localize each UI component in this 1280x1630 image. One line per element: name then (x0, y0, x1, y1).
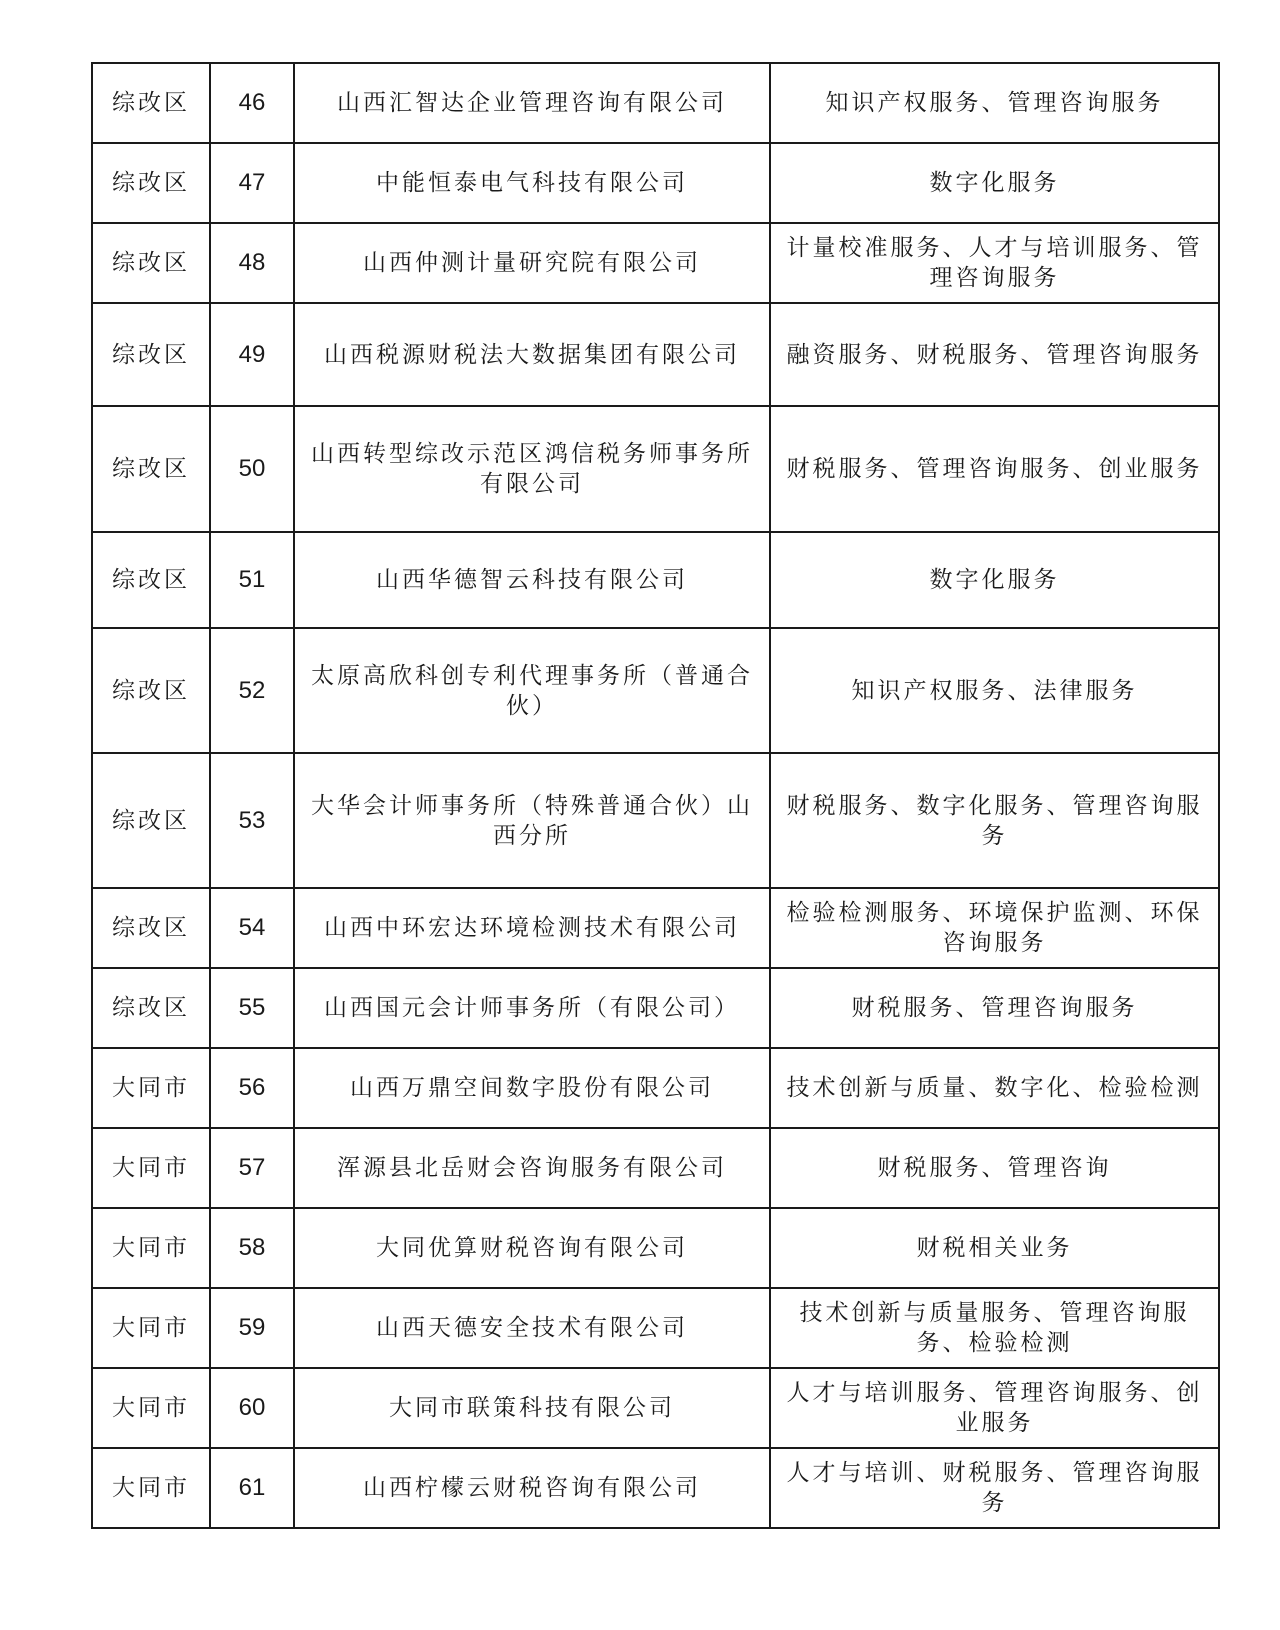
service-cell: 数字化服务 (770, 143, 1219, 223)
region-cell: 综改区 (92, 753, 210, 888)
number-cell: 47 (210, 143, 294, 223)
service-provider-table (91, 62, 1220, 1529)
company-cell: 大同市联策科技有限公司 (294, 1368, 770, 1448)
company-cell: 大同优算财税咨询有限公司 (294, 1208, 770, 1288)
region-cell: 综改区 (92, 406, 210, 532)
region-cell: 大同市 (92, 1448, 210, 1528)
number-cell: 49 (210, 303, 294, 406)
company-cell: 山西万鼎空间数字股份有限公司 (294, 1048, 770, 1128)
table-row (92, 143, 1219, 223)
table-row (92, 968, 1219, 1048)
table-row (92, 1368, 1219, 1448)
number-cell: 51 (210, 532, 294, 628)
table-row (92, 532, 1219, 628)
service-cell: 数字化服务 (770, 532, 1219, 628)
company-cell: 大华会计师事务所（特殊普通合伙）山西分所 (294, 753, 770, 888)
table-row (92, 628, 1219, 753)
service-cell: 知识产权服务、法律服务 (770, 628, 1219, 753)
table-row (92, 753, 1219, 888)
company-cell: 山西柠檬云财税咨询有限公司 (294, 1448, 770, 1528)
region-cell: 大同市 (92, 1048, 210, 1128)
service-cell: 人才与培训服务、管理咨询服务、创业服务 (770, 1368, 1219, 1448)
table-row (92, 63, 1219, 143)
service-cell: 检验检测服务、环境保护监测、环保咨询服务 (770, 888, 1219, 968)
number-cell: 61 (210, 1448, 294, 1528)
number-cell: 60 (210, 1368, 294, 1448)
region-cell: 综改区 (92, 303, 210, 406)
company-cell: 山西华德智云科技有限公司 (294, 532, 770, 628)
table-row (92, 303, 1219, 406)
company-cell: 山西汇智达企业管理咨询有限公司 (294, 63, 770, 143)
number-cell: 52 (210, 628, 294, 753)
table-row (92, 888, 1219, 968)
region-cell: 综改区 (92, 968, 210, 1048)
region-cell: 大同市 (92, 1128, 210, 1208)
service-cell: 财税服务、数字化服务、管理咨询服务 (770, 753, 1219, 888)
company-cell: 山西国元会计师事务所（有限公司） (294, 968, 770, 1048)
company-cell: 太原高欣科创专利代理事务所（普通合伙） (294, 628, 770, 753)
number-cell: 46 (210, 63, 294, 143)
service-cell: 技术创新与质量、数字化、检验检测 (770, 1048, 1219, 1128)
service-cell: 技术创新与质量服务、管理咨询服务、检验检测 (770, 1288, 1219, 1368)
company-cell: 山西仲测计量研究院有限公司 (294, 223, 770, 303)
company-cell: 中能恒泰电气科技有限公司 (294, 143, 770, 223)
table-row (92, 1288, 1219, 1368)
service-cell: 融资服务、财税服务、管理咨询服务 (770, 303, 1219, 406)
company-cell: 山西税源财税法大数据集团有限公司 (294, 303, 770, 406)
table-row (92, 1448, 1219, 1528)
region-cell: 综改区 (92, 63, 210, 143)
company-cell: 山西天德安全技术有限公司 (294, 1288, 770, 1368)
table-row (92, 1128, 1219, 1208)
region-cell: 综改区 (92, 628, 210, 753)
service-cell: 财税服务、管理咨询服务 (770, 968, 1219, 1048)
company-cell: 山西转型综改示范区鸿信税务师事务所有限公司 (294, 406, 770, 532)
region-cell: 综改区 (92, 223, 210, 303)
region-cell: 综改区 (92, 888, 210, 968)
number-cell: 53 (210, 753, 294, 888)
service-cell: 计量校准服务、人才与培训服务、管理咨询服务 (770, 223, 1219, 303)
number-cell: 59 (210, 1288, 294, 1368)
region-cell: 综改区 (92, 532, 210, 628)
number-cell: 58 (210, 1208, 294, 1288)
service-cell: 财税服务、管理咨询服务、创业服务 (770, 406, 1219, 532)
table-row (92, 1048, 1219, 1128)
service-cell: 知识产权服务、管理咨询服务 (770, 63, 1219, 143)
table-row (92, 1208, 1219, 1288)
region-cell: 大同市 (92, 1208, 210, 1288)
company-cell: 山西中环宏达环境检测技术有限公司 (294, 888, 770, 968)
table-row (92, 406, 1219, 532)
number-cell: 57 (210, 1128, 294, 1208)
service-cell: 财税服务、管理咨询 (770, 1128, 1219, 1208)
region-cell: 综改区 (92, 143, 210, 223)
service-cell: 人才与培训、财税服务、管理咨询服务 (770, 1448, 1219, 1528)
table-row (92, 223, 1219, 303)
region-cell: 大同市 (92, 1368, 210, 1448)
service-cell: 财税相关业务 (770, 1208, 1219, 1288)
number-cell: 50 (210, 406, 294, 532)
number-cell: 56 (210, 1048, 294, 1128)
region-cell: 大同市 (92, 1288, 210, 1368)
number-cell: 48 (210, 223, 294, 303)
number-cell: 54 (210, 888, 294, 968)
number-cell: 55 (210, 968, 294, 1048)
company-cell: 浑源县北岳财会咨询服务有限公司 (294, 1128, 770, 1208)
